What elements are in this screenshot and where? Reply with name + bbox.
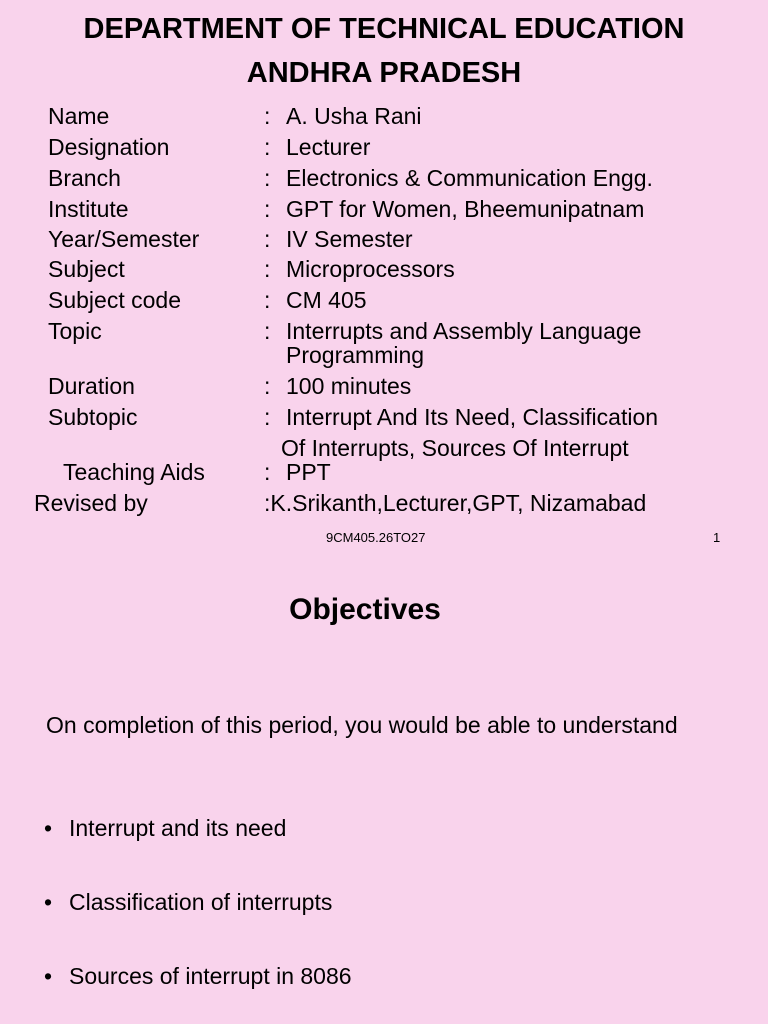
field-value: CM 405: [286, 287, 367, 313]
field-colon: :: [264, 196, 271, 222]
slide-page-number: 1: [713, 530, 721, 545]
field-value: PPT: [286, 459, 331, 485]
bullet-text: Sources of interrupt in 8086: [69, 963, 352, 989]
field-colon: :: [264, 103, 271, 129]
slide-2: [0, 560, 768, 1024]
bullet-dot: •: [44, 889, 53, 915]
bullet-text: Classification of interrupts: [69, 889, 333, 915]
bullet-dot: •: [44, 963, 53, 989]
field-value: Lecturer: [286, 134, 371, 160]
field-colon: :: [264, 318, 271, 344]
field-value-continued: Of Interrupts, Sources Of Interrupt: [281, 435, 629, 461]
bullet-text: Interrupt and its need: [69, 815, 287, 841]
field-value: GPT for Women, Bheemunipatnam: [286, 196, 645, 222]
title-line-1: DEPARTMENT OF TECHNICAL EDUCATION: [83, 13, 685, 45]
field-label: Duration: [48, 373, 135, 399]
field-label: Subtopic: [48, 404, 138, 430]
title-line-2: ANDHRA PRADESH: [246, 57, 522, 89]
field-label: Topic: [48, 318, 102, 344]
field-value-continued: Programming: [286, 342, 425, 368]
objectives-title: Objectives: [289, 593, 441, 626]
field-colon: :: [264, 134, 271, 160]
field-value: :K.Srikanth,Lecturer,GPT, Nizamabad: [264, 490, 647, 516]
field-colon: :: [264, 256, 271, 282]
field-colon: :: [264, 459, 271, 485]
field-colon: :: [264, 404, 271, 430]
field-colon: :: [264, 165, 271, 191]
field-label: Subject: [48, 256, 125, 282]
field-value: IV Semester: [286, 226, 413, 252]
field-value: Microprocessors: [286, 256, 455, 282]
field-value: Interrupts and Assembly Language: [286, 318, 642, 344]
field-value: 100 minutes: [286, 373, 412, 399]
field-value: Electronics & Communication Engg.: [286, 165, 653, 191]
objectives-intro: On completion of this period, you would be able to understand: [46, 712, 678, 738]
field-colon: :: [264, 226, 271, 252]
field-label: Teaching Aids: [63, 459, 205, 485]
field-label: Revised by: [34, 490, 148, 516]
bullet-dot: •: [44, 815, 53, 841]
field-label: Designation: [48, 134, 170, 160]
field-colon: :: [264, 373, 271, 399]
field-label: Subject code: [48, 287, 181, 313]
field-value: A. Usha Rani: [286, 103, 422, 129]
field-value: Interrupt And Its Need, Classification: [286, 404, 659, 430]
objective-bullet: [44, 888, 332, 916]
field-colon: :: [264, 287, 271, 313]
field-label: Branch: [48, 165, 121, 191]
field-label: Name: [48, 103, 110, 129]
slide-footer-code: 9CM405.26TO27: [326, 530, 426, 545]
field-label: Institute: [48, 196, 129, 222]
field-label: Year/Semester: [48, 226, 200, 252]
objective-bullet: [44, 962, 352, 990]
objective-bullet: [44, 814, 286, 842]
